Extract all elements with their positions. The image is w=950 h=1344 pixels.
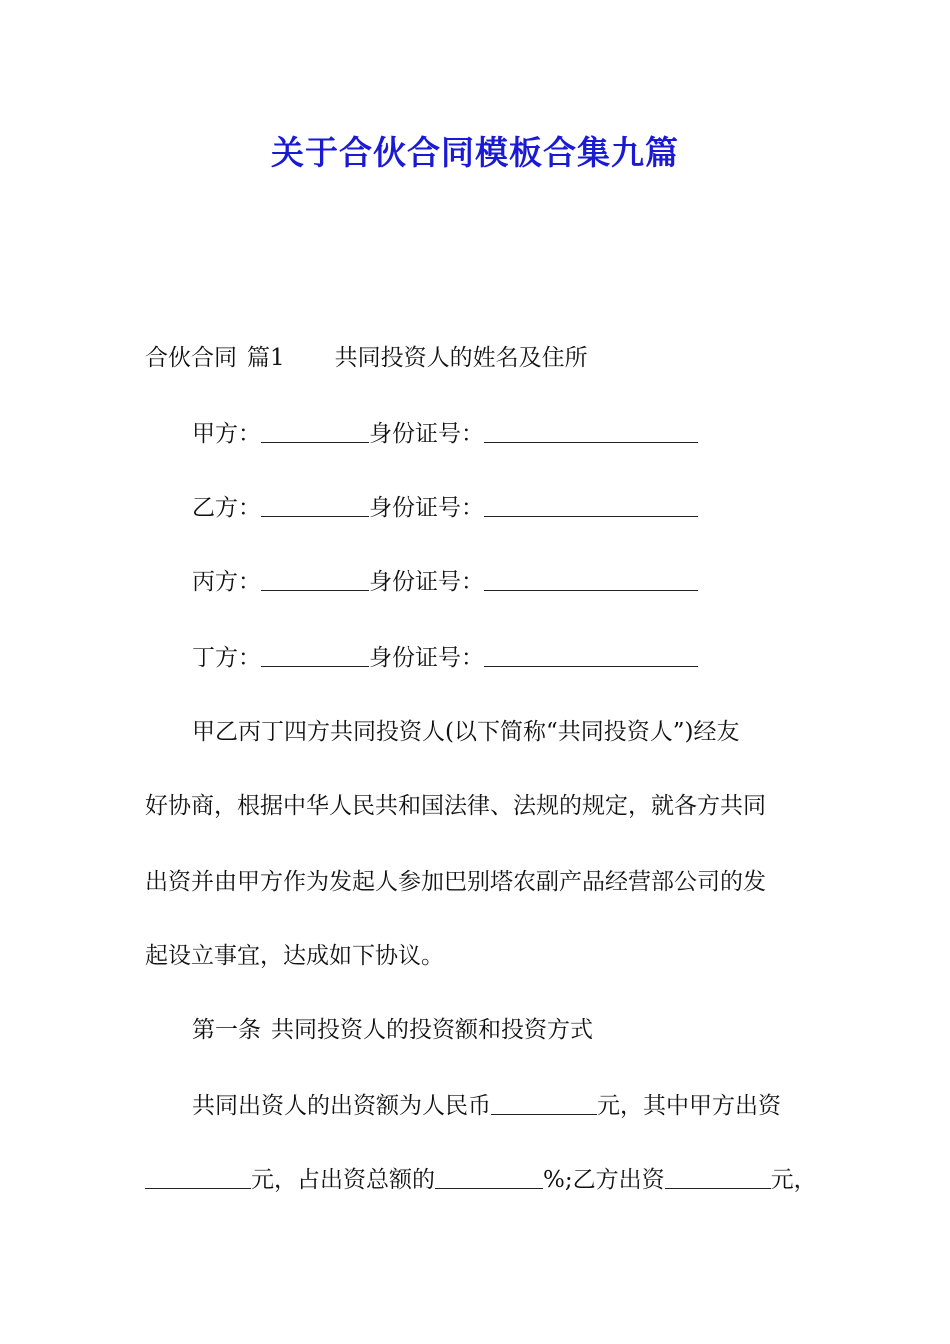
preamble-line: 起设立事宜，达成如下协议。 <box>145 943 444 969</box>
party-row-b <box>0 490 950 526</box>
article1-number: 第一条 <box>192 1017 261 1043</box>
party-row-a <box>0 416 950 452</box>
article1-line1 <box>0 1088 950 1124</box>
article1-text: 元， <box>770 1167 817 1193</box>
id-blank <box>484 568 698 591</box>
id-blank <box>484 494 698 517</box>
id-blank <box>484 420 698 443</box>
article1-heading <box>0 1012 950 1048</box>
article1-text: 共同出资人的出资额为人民币 <box>192 1093 491 1119</box>
id-label: 身份证号： <box>369 645 484 671</box>
id-label: 身份证号： <box>369 569 484 595</box>
name-blank <box>261 568 369 591</box>
amount-blank <box>665 1166 771 1189</box>
id-label: 身份证号： <box>369 495 484 521</box>
id-label: 身份证号： <box>369 421 484 447</box>
name-blank <box>261 494 369 517</box>
party-label: 乙方： <box>192 495 261 521</box>
party-row-c <box>0 564 950 600</box>
party-label: 丙方： <box>192 569 261 595</box>
section-heading-part1: 合伙合同 <box>145 345 237 371</box>
id-blank <box>484 644 698 667</box>
party-row-d <box>0 640 950 676</box>
article1-text: %;乙方出资 <box>543 1167 665 1193</box>
name-blank <box>261 644 369 667</box>
party-label: 甲方： <box>192 421 261 447</box>
name-blank <box>261 420 369 443</box>
amount-blank <box>145 1166 251 1189</box>
article1-line2 <box>0 1162 950 1198</box>
article1-text: 元，其中甲方出资 <box>597 1093 781 1119</box>
amount-blank <box>491 1092 597 1115</box>
article1-heading-text: 共同投资人的投资额和投资方式 <box>271 1017 593 1043</box>
article1-text: 元，占出资总额的 <box>251 1167 435 1193</box>
section-heading <box>0 340 950 376</box>
section-heading-part2: 篇1 <box>247 345 285 371</box>
section-heading-part3: 共同投资人的姓名及住所 <box>334 345 588 371</box>
percent-blank <box>435 1166 543 1189</box>
party-label: 丁方： <box>192 645 261 671</box>
preamble-line: 出资并由甲方作为发起人参加巴别塔农副产品经营部公司的发 <box>145 869 766 895</box>
preamble-line: 甲乙丙丁四方共同投资人(以下简称“共同投资人”)经友 <box>192 719 740 745</box>
document-title: 关于合伙合同模板合集九篇 <box>271 133 679 172</box>
preamble-line: 好协商，根据中华人民共和国法律、法规的规定，就各方共同 <box>145 793 766 819</box>
